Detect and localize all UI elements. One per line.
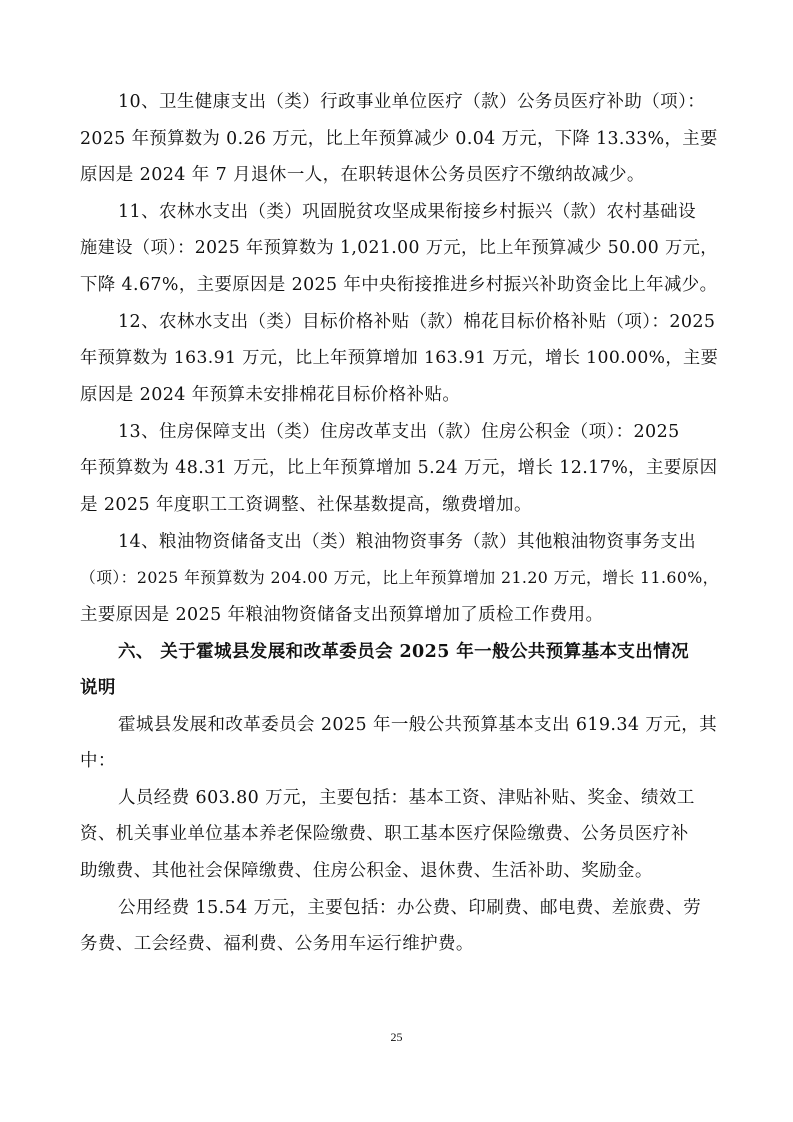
para-14-line-3: 主要原因是 2025 年粮油物资储备支出预算增加了质检工作费用。 — [80, 605, 604, 625]
para-12-line-2: 年预算数为 163.91 万元，比上年预算增加 163.91 万元，增长 100.00%，主要 — [80, 348, 719, 368]
page-number: 25 — [390, 1030, 403, 1044]
para-10-line-3: 原因是 2024 年 7 月退休一人，在职转退休公务员医疗不缴纳故减少。 — [80, 165, 645, 185]
para-11-line-1: 11、农林水支出（类）巩固脱贫攻坚成果衔接乡村振兴（款）农村基础设 — [118, 202, 696, 222]
personnel-expenses-line-1: 人员经费 603.80 万元，主要包括：基本工资、津贴补贴、奖金、绩效工 — [118, 788, 695, 808]
public-expenses-line-1: 公用经费 15.54 万元，主要包括：办公费、印刷费、邮电费、差旅费、劳 — [118, 898, 702, 918]
public-expenses-line-2: 务费、工会经费、福利费、公务用车运行维护费。 — [80, 934, 474, 954]
para-10-line-1: 10、卫生健康支出（类）行政事业单位医疗（款）公务员医疗补助（项）： — [118, 92, 706, 112]
para-12-line-3: 原因是 2024 年预算未安排棉花目标价格补贴。 — [80, 385, 461, 405]
section-heading-line-2: 说明 — [80, 678, 116, 698]
section-heading-line-1: 六、 关于霍城县发展和改革委员会 2025 年一般公共预算基本支出情况 — [118, 642, 689, 662]
para-11-line-2: 施建设（项）：2025 年预算数为 1,021.00 万元，比上年预算减少 50.00 万元， — [80, 238, 718, 258]
para-13-line-1: 13、住房保障支出（类）住房改革支出（款）住房公积金（项）：2025 — [118, 422, 680, 442]
para-11-line-3: 下降 4.67%，主要原因是 2025 年中央衔接推进乡村振兴补助资金比上年减少。 — [80, 275, 718, 295]
para-13-line-2: 年预算数为 48.31 万元，比上年预算增加 5.24 万元，增长 12.17%，主要原因 — [80, 458, 718, 478]
para-13-line-3: 是 2025 年度职工工资调整、社保基数提高，缴费增加。 — [80, 495, 532, 515]
personnel-expenses-line-2: 资、机关事业单位基本养老保险缴费、职工基本医疗保险缴费、公务员医疗补 — [80, 824, 689, 844]
para-12-line-1: 12、农林水支出（类）目标价格补贴（款）棉花目标价格补贴（项）：2025 — [118, 312, 716, 332]
para-10-line-2: 2025 年预算数为 0.26 万元，比上年预算减少 0.04 万元，下降 13.33%，主要 — [80, 129, 718, 149]
personnel-expenses-line-3: 助缴费、其他社会保障缴费、住房公积金、退休费、生活补助、奖励金。 — [80, 861, 653, 881]
para-14-line-2: （项）：2025 年预算数为 204.00 万元，比上年预算增加 21.20 万元，增长 11.60%， — [80, 568, 719, 587]
basic-expenditure-line-2: 中： — [80, 751, 116, 771]
para-14-line-1: 14、粮油物资储备支出（类）粮油物资事务（款）其他粮油物资事务支出 — [118, 532, 696, 552]
basic-expenditure-line-1: 霍城县发展和改革委员会 2025 年一般公共预算基本支出 619.34 万元，其 — [118, 715, 718, 735]
